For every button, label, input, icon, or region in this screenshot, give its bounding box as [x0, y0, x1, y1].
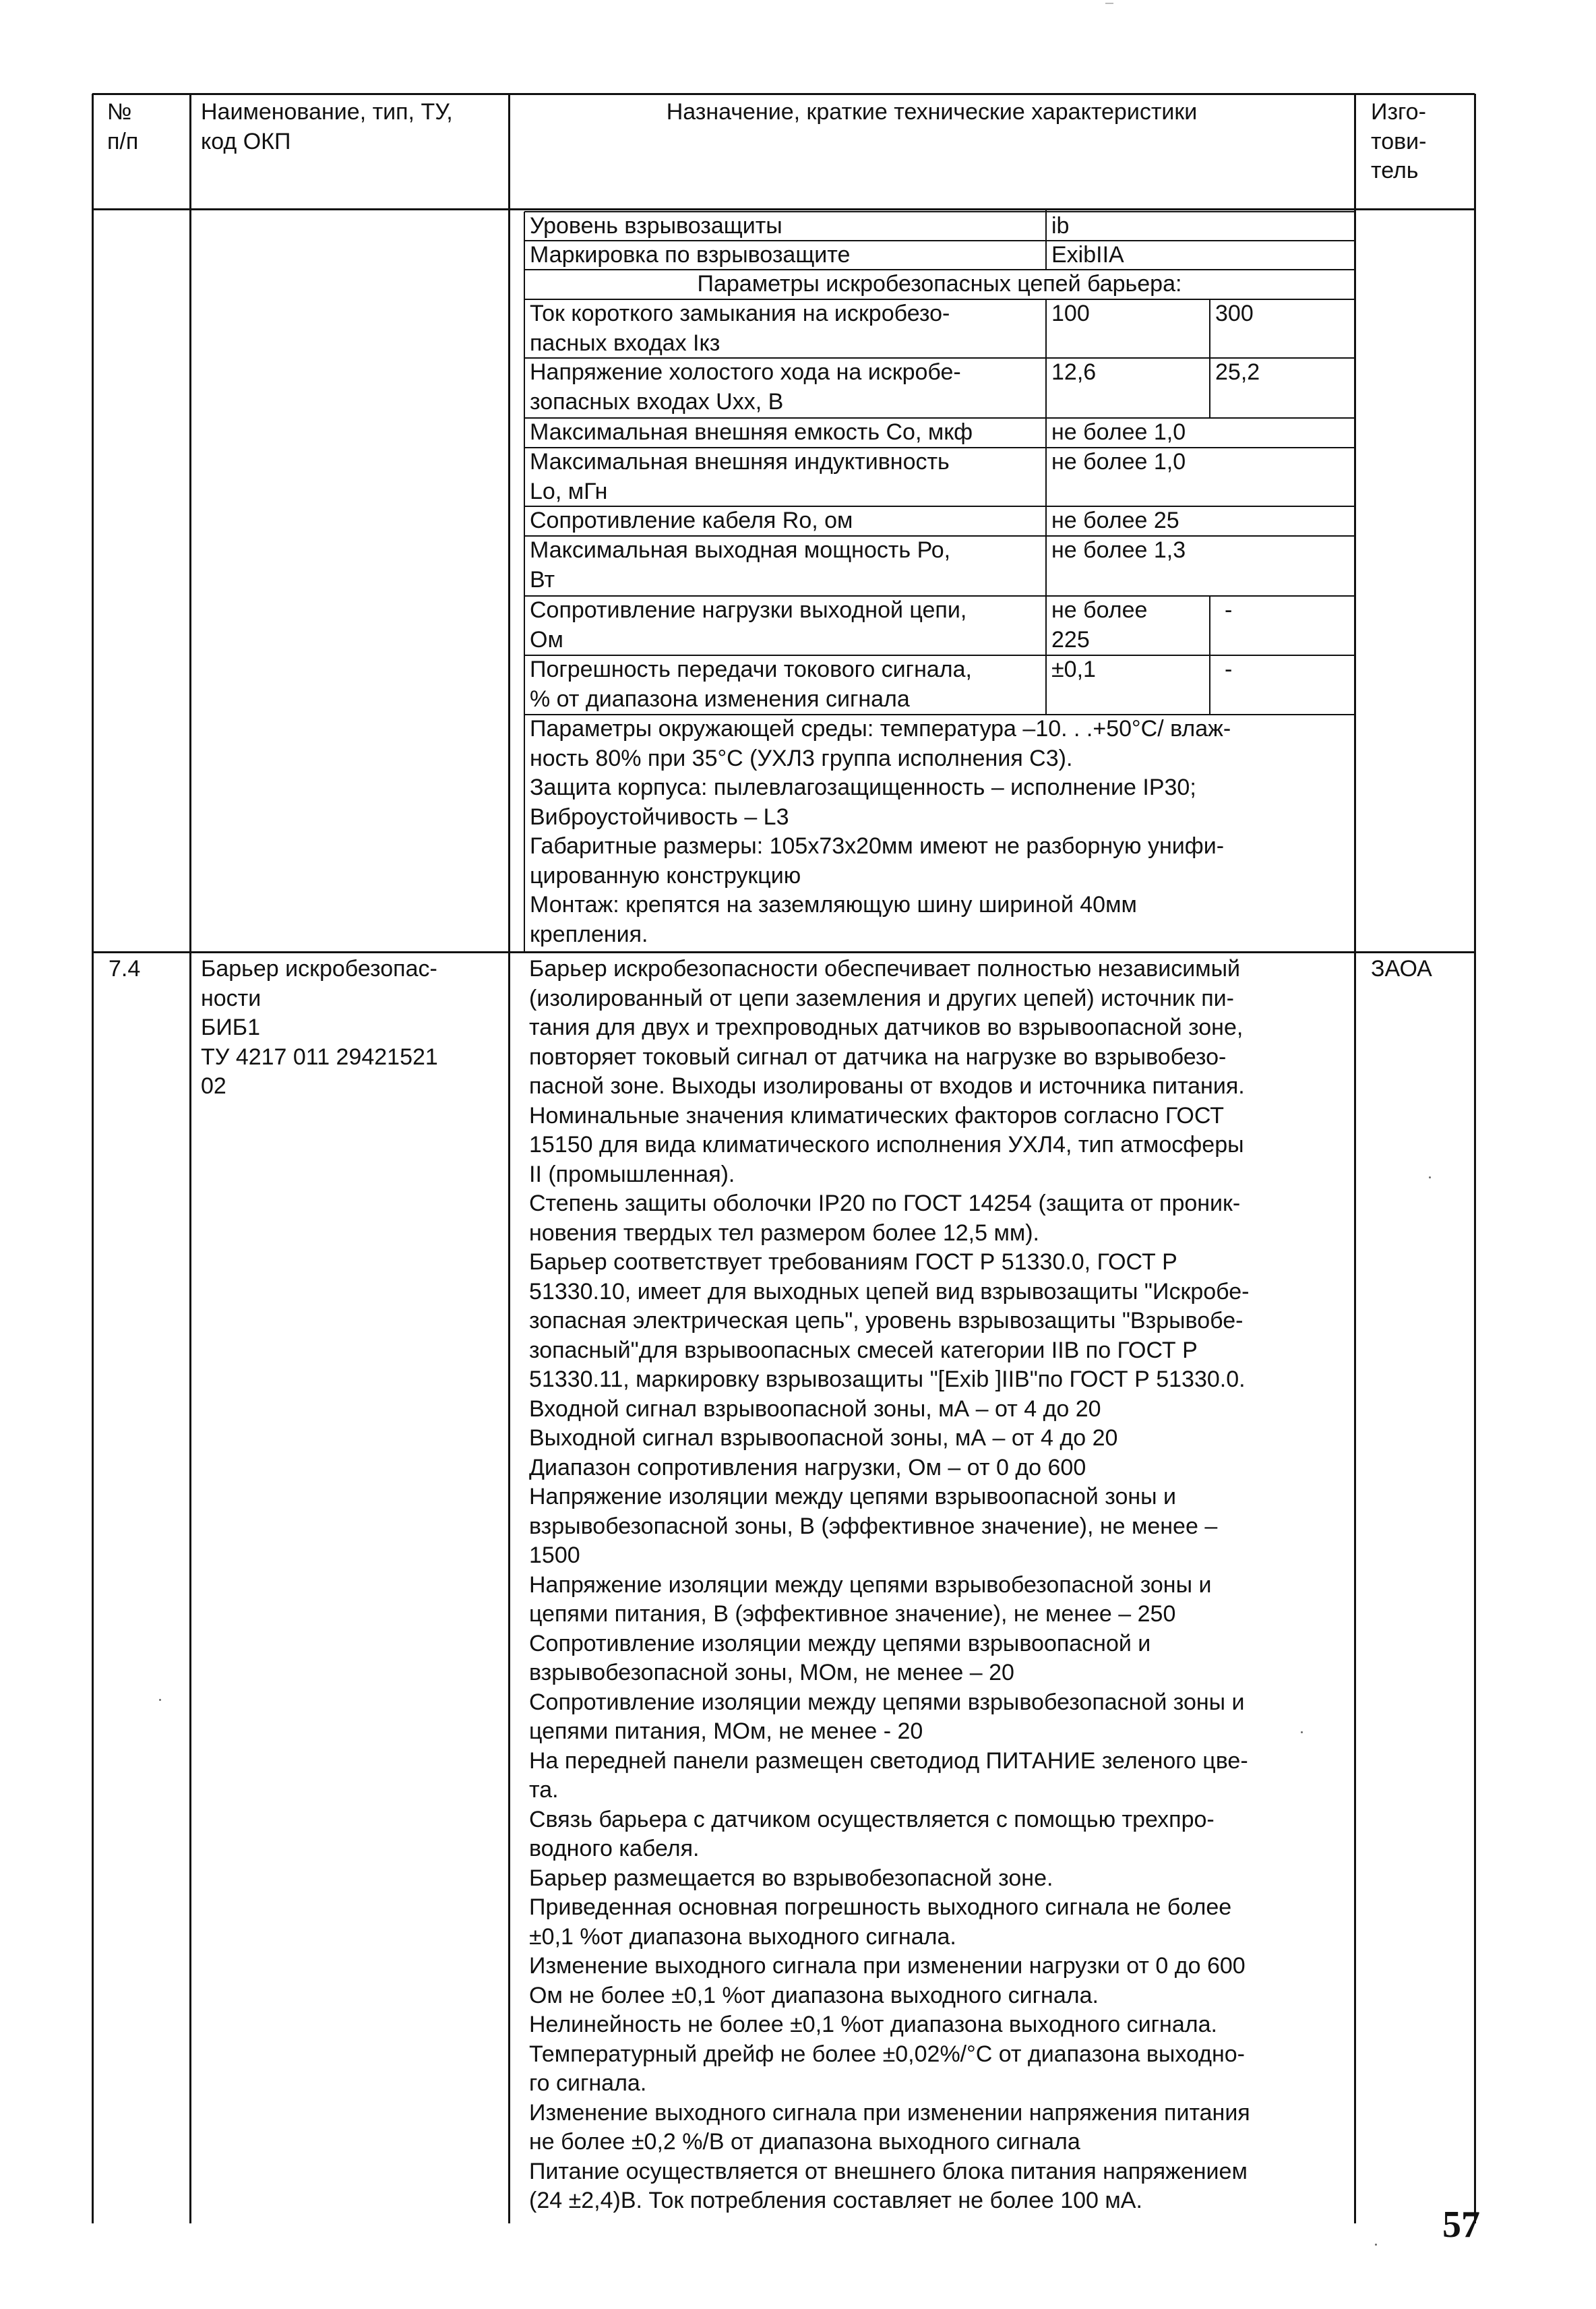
description-line: повторяет токовый сигнал от датчика на нагрузке во взрывобезо- — [529, 1044, 1227, 1070]
table-rule-v — [1045, 596, 1047, 655]
page-number: 57 — [1442, 2204, 1480, 2246]
description-line: Нелинейность не более ±0,1 %от диапазона выходного сигнала. — [529, 2012, 1217, 2037]
table-rule-v — [1045, 418, 1047, 448]
environment-line: Монтаж: крепятся на заземляющую шину шириной 40мм — [530, 892, 1137, 918]
description-line: (24 ±2,4)В. Ток потребления составляет не более 100 мА. — [529, 2188, 1142, 2213]
description-line: 51330.10, имеет для выходных цепей вид взрывозащиты "Искробе- — [529, 1278, 1250, 1305]
description-line: Выходной сигнал взрывоопасной зоны, мА – от 4 до 20 — [529, 1425, 1118, 1451]
param-label: Ом — [530, 626, 563, 653]
description-line: Барьер соответствует требованиям ГОСТ Р 51330.0, ГОСТ Р — [529, 1249, 1177, 1275]
row-number: 7.4 — [109, 956, 141, 982]
environment-line: Защита корпуса: пылевлагозащищенность – исполнение IP30; — [530, 775, 1196, 800]
product-name: БИБ1 — [201, 1015, 260, 1040]
table-rule-v — [1209, 655, 1210, 715]
description-line: новения твердых тел размером более 12,5 мм). — [529, 1220, 1039, 1246]
param-label: Сопротивление кабеля Ro, ом — [530, 508, 853, 533]
product-name: 02 — [201, 1073, 226, 1099]
header-name: Наименование, тип, ТУ, — [201, 99, 453, 125]
description-line: Сопротивление изоляции между цепями взрывоопасной и — [529, 1630, 1151, 1656]
description-line: цепями питания, В (эффективное значение), не менее – 250 — [529, 1601, 1176, 1627]
header-name: код ОКП — [201, 128, 291, 154]
description-line: ±0,1 %от диапазона выходного сигнала. — [529, 1923, 956, 1950]
product-name: Барьер искробезопас- — [201, 956, 437, 982]
param-label: Напряжение холостого хода на искробе- — [530, 359, 961, 385]
table-rule-v — [1045, 358, 1047, 418]
environment-line: Параметры окружающей среды: температура –10. . .+50°С/ влаж- — [530, 716, 1231, 742]
param-label: Lo, мГн — [530, 478, 608, 504]
manufacturer: ЗАОА — [1371, 956, 1432, 982]
environment-line: крепления. — [530, 921, 648, 947]
description-line: Степень защиты оболочки IP20 по ГОСТ 14254 (защита от проник- — [529, 1191, 1241, 1216]
header-maker: тель — [1371, 158, 1419, 183]
param-label: % от диапазона изменения сигнала — [530, 686, 910, 712]
param-value: ib — [1051, 213, 1070, 239]
param-value: не более — [1051, 597, 1148, 623]
table-rule-v — [1209, 358, 1210, 418]
param-value: 12,6 — [1051, 359, 1097, 385]
description-line: Напряжение изоляции между цепями взрывобезопасной зоны и — [529, 1571, 1212, 1598]
table-rule-v — [1045, 655, 1047, 715]
description-line: взрывобезопасной зоны, В (эффективное значение), не менее – — [529, 1513, 1218, 1539]
product-name: ности — [201, 985, 262, 1011]
description-line: зопасная электрическая цепь", уровень взрывозащиты "Взрывобе- — [529, 1308, 1244, 1333]
param-label: зопасных входах Uxx, В — [530, 388, 784, 415]
table-rule-v — [1045, 209, 1047, 241]
table-rule-h — [92, 93, 1475, 95]
description-line: го сигнала. — [529, 2070, 647, 2096]
table-rule-v — [1209, 299, 1210, 358]
description-line: зопасный"для взрывоопасных смесей категории IIВ по ГОСТ Р — [529, 1337, 1198, 1363]
environment-line: Габаритные размеры: 105х73х20мм имеют не разборную унифи- — [530, 833, 1225, 859]
description-line: 1500 — [529, 1542, 580, 1568]
description-line: Барьер искробезопасности обеспечивает полностью независимый — [529, 956, 1240, 982]
param-value: не более 25 — [1051, 508, 1179, 533]
description-line: тания для двух и трехпроводных датчиков во взрывоопасной зоне, — [529, 1015, 1244, 1040]
table-rule-v — [1045, 448, 1047, 506]
description-line: Ом не более ±0,1 %от диапазона выходного сигнала. — [529, 1982, 1099, 2008]
description-line: та. — [529, 1777, 559, 1803]
description-line: не более ±0,2 %/В от диапазона выходного сигнала — [529, 2129, 1080, 2155]
description-line: Входной сигнал взрывоопасной зоны, мА – от 4 до 20 — [529, 1396, 1101, 1422]
table-rule-v — [1209, 596, 1210, 655]
description-line: II (промышленная). — [529, 1161, 735, 1187]
header-purpose: Назначение, краткие технические характеристики — [666, 99, 1198, 125]
param-label: Вт — [530, 566, 555, 593]
description-line: Связь барьера с датчиком осуществляется с помощью трехпро- — [529, 1806, 1215, 1832]
scan-speck — [1301, 1731, 1303, 1733]
param-label: Ток короткого замыкания на искробезо- — [530, 301, 950, 326]
table-rule-h — [92, 208, 1475, 210]
environment-line: ность 80% при 35°С (УХЛ3 группа исполнения С3). — [530, 745, 1073, 771]
header-num: № — [107, 99, 132, 125]
description-line: Диапазон сопротивления нагрузки, Ом – от 0 до 600 — [529, 1454, 1086, 1480]
description-line: 15150 для вида климатического исполнения УХЛ4, тип атмосферы — [529, 1132, 1244, 1158]
description-line: (изолированный от цепи заземления и других цепей) источник пи- — [529, 985, 1234, 1011]
description-line: взрывобезопасной зоны, МОм, не менее – 20 — [529, 1660, 1014, 1685]
param-value: 225 — [1051, 626, 1090, 653]
table-rule-v — [1354, 94, 1356, 2223]
environment-line: цированную конструкцию — [530, 862, 801, 889]
description-line: Приведенная основная погрешность выходного сигнала не более — [529, 1894, 1232, 1920]
environment-line: Виброустойчивость – L3 — [530, 804, 789, 830]
description-line: Изменение выходного сигнала при изменении напряжения питания — [529, 2099, 1250, 2126]
description-line: Температурный дрейф не более ±0,02%/°С от диапазона выходно- — [529, 2041, 1245, 2067]
param-label: Максимальная выходная мощность Ро, — [530, 537, 951, 563]
param-label: Максимальная внешняя индуктивность — [530, 449, 950, 475]
param-label: пасных входах Iкз — [530, 330, 720, 356]
table-rule-v — [1045, 536, 1047, 596]
param-value: не более 1,3 — [1051, 537, 1186, 563]
header-num: п/п — [107, 128, 139, 154]
scan-speck — [1105, 3, 1113, 4]
param-value: - — [1225, 597, 1233, 623]
table-rule-v — [1474, 94, 1476, 2223]
header-maker: тови- — [1371, 128, 1427, 154]
product-name: ТУ 4217 011 29421521 — [201, 1044, 438, 1070]
description-line: Барьер размещается во взрывобезопасной зоне. — [529, 1865, 1053, 1891]
param-value: 100 — [1051, 301, 1090, 326]
table-rule-v — [1045, 506, 1047, 536]
table-rule-v — [1045, 241, 1047, 270]
description-line: пасной зоне. Выходы изолированы от входов и источника питания. — [529, 1073, 1245, 1099]
param-label: Маркировка по взрывозащите — [530, 242, 851, 268]
param-label: Уровень взрывозащиты — [530, 213, 782, 239]
param-label: Максимальная внешняя емкость Со, мкф — [530, 419, 973, 445]
table-rule-v — [189, 94, 191, 2223]
param-value: ExibIIA — [1051, 242, 1124, 268]
header-maker: Изго- — [1371, 99, 1426, 125]
description-line: 51330.11, маркировку взрывозащиты "[Exib ]IIB"по ГОСТ Р 51330.0. — [529, 1367, 1246, 1392]
description-line: Номинальные значения климатических факторов согласно ГОСТ — [529, 1102, 1225, 1129]
table-rule-v — [1045, 299, 1047, 358]
scan-speck — [1375, 2244, 1377, 2246]
description-line: Изменение выходного сигнала при изменении нагрузки от 0 до 600 — [529, 1953, 1246, 1979]
table-rule-h — [524, 951, 1355, 953]
param-value: 300 — [1215, 301, 1254, 326]
description-line: На передней панели размещен светодиод ПИТАНИЕ зеленого цве- — [529, 1747, 1248, 1774]
param-label: Погрешность передачи токового сигнала, — [530, 657, 972, 682]
description-line: цепями питания, МОм, не менее - 20 — [529, 1718, 923, 1744]
description-line: Сопротивление изоляции между цепями взрывобезопасной зоны и — [529, 1689, 1245, 1715]
description-line: Напряжение изоляции между цепями взрывоопасной зоны и — [529, 1484, 1177, 1509]
scan-speck — [159, 1699, 161, 1701]
table-rule-v — [524, 212, 525, 952]
param-value: не более 1,0 — [1051, 419, 1186, 445]
table-rule-v — [92, 94, 94, 2223]
param-value: не более 1,0 — [1051, 449, 1186, 475]
param-value: ±0,1 — [1051, 657, 1096, 682]
table-rule-v — [508, 94, 510, 2223]
param-value: 25,2 — [1215, 359, 1260, 385]
param-section-title: Параметры искробезопасных цепей барьера: — [697, 271, 1182, 297]
param-label: Сопротивление нагрузки выходной цепи, — [530, 597, 967, 623]
scan-speck — [1429, 1176, 1431, 1178]
description-line: Питание осуществляется от внешнего блока питания напряжением — [529, 2158, 1248, 2184]
description-line: водного кабеля. — [529, 1836, 700, 1861]
param-value: - — [1225, 657, 1233, 682]
